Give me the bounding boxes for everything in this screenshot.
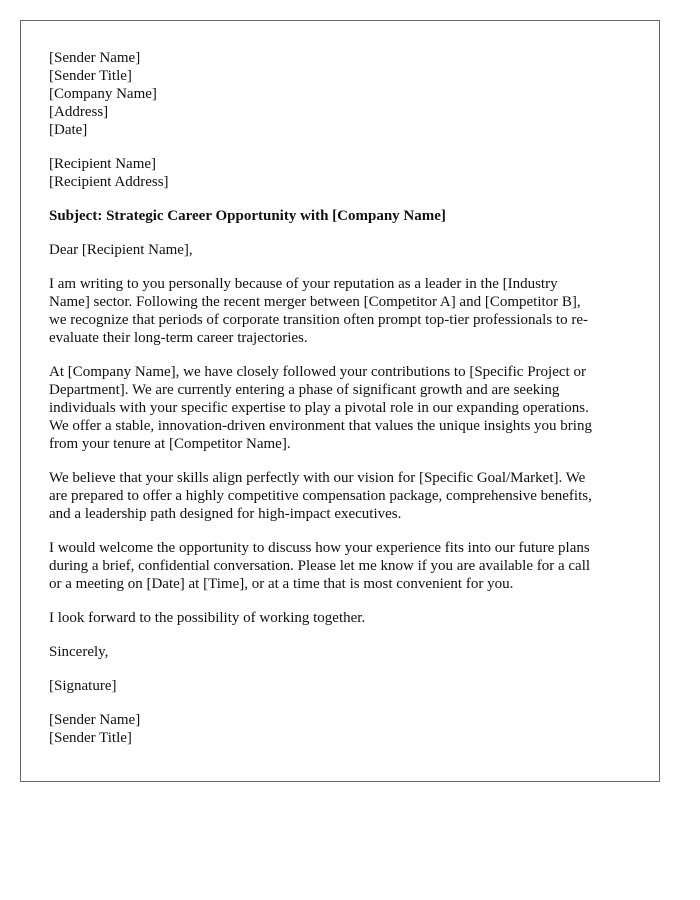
recipient-name: [Recipient Name]	[49, 156, 157, 172]
sender-block	[49, 49, 631, 139]
recipient-address: [Recipient Address]	[49, 174, 169, 190]
paragraph-line: we recognize that periods of corporate transition often prompt top-tier professionals to re-	[49, 312, 588, 328]
paragraph-line: We offer a stable, innovation-driven environment that values the unique insights you bring	[49, 418, 592, 434]
paragraph-line: Department]. We are currently entering a phase of significant growth and are seeking	[49, 382, 560, 398]
footer-sender-name: [Sender Name]	[49, 712, 141, 728]
paragraph-line: or a meeting on [Date] at [Time], or at a time that is most convenient for you.	[49, 576, 514, 592]
sender-address: [Address]	[49, 104, 109, 120]
sender-company: [Company Name]	[49, 86, 157, 102]
paragraph-line: I would welcome the opportunity to discuss how your experience fits into our future plans	[49, 540, 590, 556]
greeting: Dear [Recipient Name],	[49, 242, 193, 258]
recipient-block	[49, 155, 631, 191]
sender-title: [Sender Title]	[49, 68, 132, 84]
signature: [Signature]	[49, 678, 117, 694]
paragraph-line: I am writing to you personally because of your reputation as a leader in the [Industry	[49, 276, 558, 292]
closing-line: I look forward to the possibility of working together.	[49, 610, 366, 626]
signoff: Sincerely,	[49, 644, 109, 660]
paragraph-line: Name] sector. Following the recent merger between [Competitor A] and [Competitor B],	[49, 294, 581, 310]
paragraph-line: At [Company Name], we have closely followed your contributions to [Specific Project or	[49, 364, 586, 380]
body-paragraph-1	[49, 275, 631, 347]
body-paragraph-3	[49, 469, 631, 523]
footer-sender-title: [Sender Title]	[49, 730, 132, 746]
footer-block	[49, 711, 631, 747]
paragraph-line: individuals with your specific expertise to play a pivotal role in our expanding operations.	[49, 400, 589, 416]
paragraph-line: evaluate their long-term career trajectories.	[49, 330, 308, 346]
letter-page	[20, 20, 660, 782]
paragraph-line: and a leadership path designed for high-impact executives.	[49, 506, 402, 522]
subject-line: Subject: Strategic Career Opportunity with [Company Name]	[49, 208, 446, 224]
paragraph-line: We believe that your skills align perfectly with our vision for [Specific Goal/Market]. We	[49, 470, 586, 486]
paragraph-line: from your tenure at [Competitor Name].	[49, 436, 291, 452]
paragraph-line: are prepared to offer a highly competitive compensation package, comprehensive benefits,	[49, 488, 592, 504]
paragraph-line: during a brief, confidential conversation. Please let me know if you are available for a call	[49, 558, 591, 574]
body-paragraph-4	[49, 539, 631, 593]
sender-name: [Sender Name]	[49, 50, 141, 66]
letter-date: [Date]	[49, 122, 88, 138]
body-paragraph-2	[49, 363, 631, 453]
